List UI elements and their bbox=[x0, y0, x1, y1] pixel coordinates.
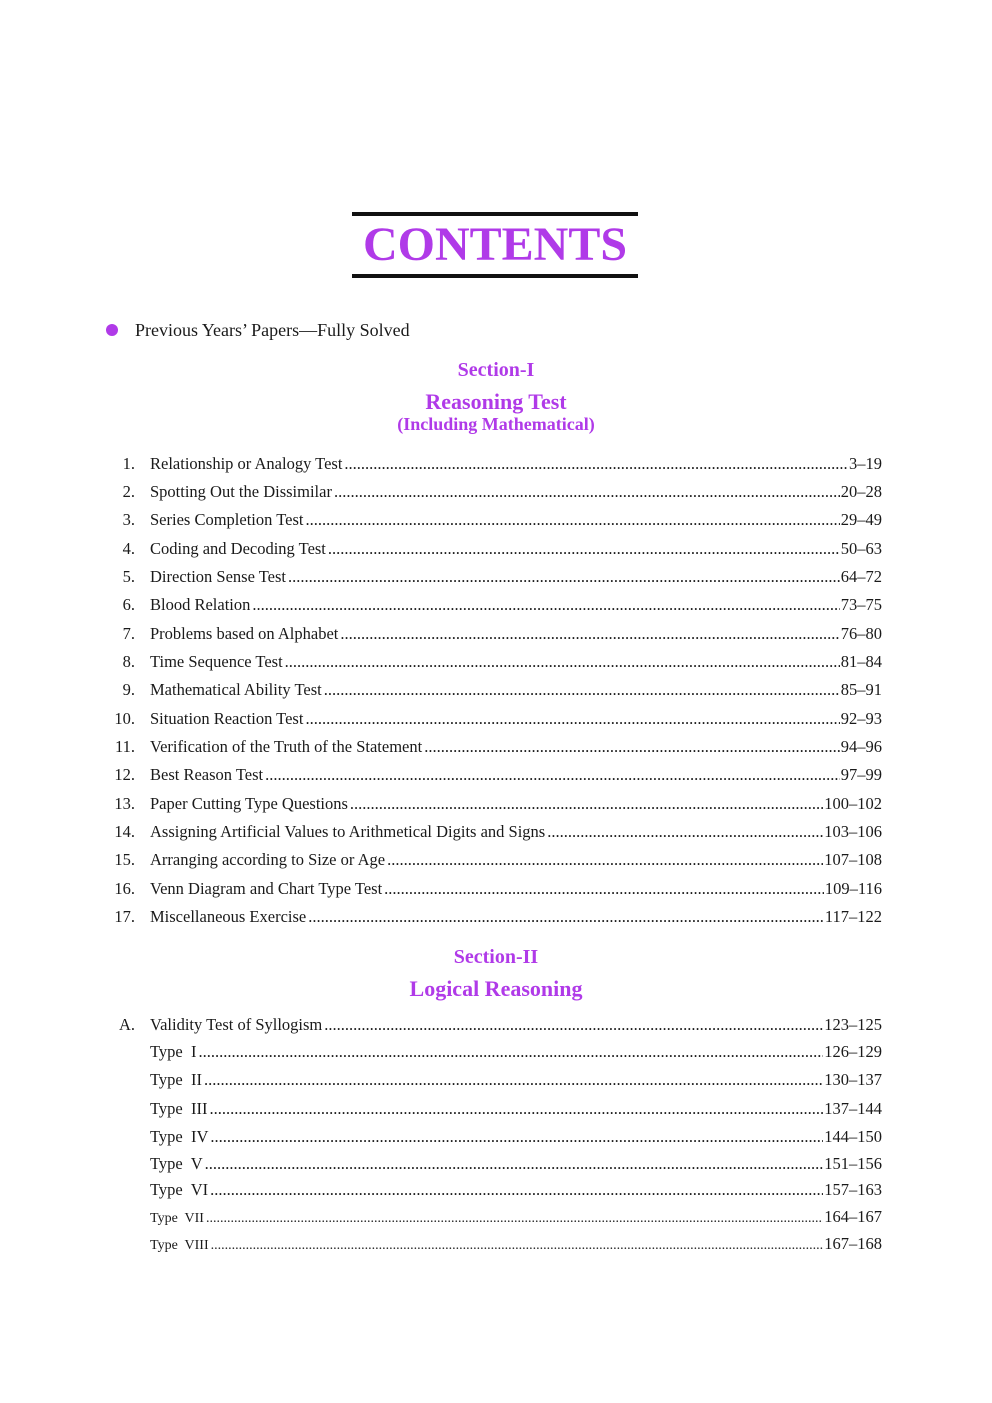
toc-entry-pages: 164–167 bbox=[824, 1207, 882, 1226]
dot-leader bbox=[209, 1098, 823, 1120]
contents-title-block bbox=[352, 212, 638, 278]
toc-entry-label: Assigning Artificial Values to Arithmetical Digits and Signs bbox=[150, 822, 546, 841]
toc-entry-label: Validity Test of Syllogism bbox=[150, 1015, 323, 1034]
toc-entry-number: 5. bbox=[122, 567, 135, 586]
toc-entry-label: Best Reason Test bbox=[150, 765, 264, 784]
dot-leader bbox=[204, 1069, 823, 1091]
toc-entry-number: 17. bbox=[114, 907, 135, 926]
toc-entry-label: Type VII bbox=[150, 1211, 204, 1226]
toc-entry-number: 3. bbox=[122, 510, 135, 529]
toc-entry[interactable] bbox=[0, 849, 992, 871]
toc-entry-pages: 103–106 bbox=[824, 822, 882, 841]
toc-entry[interactable] bbox=[0, 793, 992, 815]
toc-entry[interactable] bbox=[0, 509, 992, 531]
toc-entry-pages: 151–156 bbox=[824, 1154, 882, 1173]
toc-entry[interactable] bbox=[0, 1041, 992, 1063]
toc-entry-pages: 92–93 bbox=[840, 709, 882, 728]
toc-entry-pages: 109–116 bbox=[824, 879, 882, 898]
dot-leader bbox=[288, 566, 840, 588]
toc-entry-number: 1. bbox=[122, 454, 135, 473]
toc-entry-label: Type IV bbox=[150, 1127, 209, 1146]
toc-entry-pages: 107–108 bbox=[824, 850, 882, 869]
toc-entry[interactable] bbox=[0, 821, 992, 843]
toc-entry-number: 7. bbox=[122, 624, 135, 643]
toc-entry[interactable] bbox=[0, 764, 992, 786]
section1-label: Section-I bbox=[457, 359, 535, 381]
toc-entry-label: Situation Reaction Test bbox=[150, 709, 304, 728]
toc-entry[interactable] bbox=[0, 1153, 992, 1175]
dot-leader bbox=[328, 538, 840, 560]
toc-entry-label: Time Sequence Test bbox=[150, 652, 283, 671]
intro-bullet-line bbox=[106, 318, 410, 342]
toc-entry-pages: 29–49 bbox=[840, 510, 882, 529]
toc-entry-label: Arranging according to Size or Age bbox=[150, 850, 386, 869]
dot-leader bbox=[384, 878, 824, 900]
toc-entry-label: Type III bbox=[150, 1099, 208, 1118]
toc-entry-number: 14. bbox=[114, 822, 135, 841]
toc-entry[interactable] bbox=[0, 1179, 992, 1201]
toc-entry-label: Verification of the Truth of the Statement bbox=[150, 737, 423, 756]
toc-entry-pages: 81–84 bbox=[840, 652, 882, 671]
dot-leader bbox=[424, 736, 840, 758]
toc-entry-number: 16. bbox=[114, 879, 135, 898]
toc-entry-label: Type II bbox=[150, 1070, 202, 1089]
toc-entry-number: 11. bbox=[114, 737, 135, 756]
toc-entry-label: Miscellaneous Exercise bbox=[150, 907, 307, 926]
toc-entry[interactable] bbox=[0, 1126, 992, 1148]
toc-entry-number: A. bbox=[118, 1015, 135, 1034]
dot-leader bbox=[210, 1179, 823, 1201]
dot-leader bbox=[344, 453, 848, 475]
toc-entry-label: Type VI bbox=[150, 1180, 209, 1199]
dot-leader bbox=[252, 594, 839, 616]
toc-entry-label: Direction Sense Test bbox=[150, 567, 287, 586]
dot-leader bbox=[308, 906, 824, 928]
toc-entry[interactable] bbox=[0, 708, 992, 730]
dot-leader bbox=[211, 1235, 824, 1257]
dot-leader bbox=[305, 708, 839, 730]
dot-leader bbox=[387, 849, 823, 871]
dot-leader bbox=[324, 1014, 823, 1036]
dot-leader bbox=[340, 623, 839, 645]
toc-entry[interactable] bbox=[0, 1014, 992, 1036]
bullet-dot-icon bbox=[106, 324, 118, 336]
toc-entry[interactable] bbox=[0, 481, 992, 503]
section1-title: Reasoning Test bbox=[425, 389, 567, 414]
toc-entry[interactable] bbox=[0, 1206, 992, 1228]
dot-leader bbox=[324, 679, 840, 701]
toc-entry-number: 4. bbox=[122, 539, 135, 558]
toc-entry-pages: 3–19 bbox=[849, 454, 882, 473]
intro-text: Previous Years’ Papers—Fully Solved bbox=[135, 319, 410, 340]
toc-entry[interactable] bbox=[0, 1098, 992, 1120]
toc-entry-label: Relationship or Analogy Test bbox=[150, 454, 343, 473]
toc-entry-number: 13. bbox=[114, 794, 135, 813]
toc-entry[interactable] bbox=[0, 906, 992, 928]
toc-entry[interactable] bbox=[0, 453, 992, 475]
toc-entry-pages: 123–125 bbox=[824, 1015, 882, 1034]
toc-entry-pages: 20–28 bbox=[840, 482, 882, 501]
dot-leader bbox=[205, 1153, 824, 1175]
toc-entry-number: 10. bbox=[114, 709, 135, 728]
section2-title: Logical Reasoning bbox=[409, 976, 583, 1001]
toc-entry[interactable] bbox=[0, 878, 992, 900]
toc-entry-pages: 73–75 bbox=[840, 595, 882, 614]
toc-entry-number: 2. bbox=[122, 482, 135, 501]
toc-entry-label: Spotting Out the Dissimilar bbox=[150, 482, 332, 501]
dot-leader bbox=[285, 651, 840, 673]
toc-entry-label: Blood Relation bbox=[150, 595, 251, 614]
dot-leader bbox=[305, 509, 839, 531]
toc-entry-label: Problems based on Alphabet bbox=[150, 624, 339, 643]
toc-entry-pages: 85–91 bbox=[840, 680, 882, 699]
toc-entry-label: Mathematical Ability Test bbox=[150, 680, 322, 699]
dot-leader bbox=[206, 1208, 823, 1230]
toc-entry[interactable] bbox=[0, 594, 992, 616]
toc-entry-label: Coding and Decoding Test bbox=[150, 539, 326, 558]
toc-entry-pages: 97–99 bbox=[840, 765, 882, 784]
toc-entry-pages: 144–150 bbox=[824, 1127, 882, 1146]
toc-entry-number: 15. bbox=[114, 850, 135, 869]
toc-entry-pages: 157–163 bbox=[824, 1180, 882, 1199]
section1-subtitle: (Including Mathematical) bbox=[397, 414, 595, 434]
toc-entry-number: 12. bbox=[114, 765, 135, 784]
toc-entry[interactable] bbox=[0, 679, 992, 701]
toc-entry-pages: 94–96 bbox=[840, 737, 882, 756]
toc-entry[interactable] bbox=[0, 651, 992, 673]
toc-entry-number: 9. bbox=[122, 680, 135, 699]
toc-entry-label: Type I bbox=[150, 1042, 197, 1061]
toc-entry[interactable] bbox=[0, 1069, 992, 1091]
section2-label: Section-II bbox=[453, 946, 539, 968]
toc-entry-pages: 167–168 bbox=[824, 1234, 882, 1253]
dot-leader bbox=[199, 1041, 824, 1063]
toc-entry[interactable] bbox=[0, 1233, 992, 1255]
dot-leader bbox=[350, 793, 823, 815]
toc-entry-label: Type V bbox=[150, 1154, 203, 1173]
toc-entry[interactable] bbox=[0, 538, 992, 560]
toc-entry-label: Venn Diagram and Chart Type Test bbox=[150, 879, 383, 898]
toc-entry-pages: 50–63 bbox=[840, 539, 882, 558]
dot-leader bbox=[334, 481, 840, 503]
dot-leader bbox=[547, 821, 823, 843]
toc-entry[interactable] bbox=[0, 566, 992, 588]
toc-entry-pages: 130–137 bbox=[824, 1070, 882, 1089]
toc-entry[interactable] bbox=[0, 736, 992, 758]
toc-entry-label: Series Completion Test bbox=[150, 510, 304, 529]
toc-entry-pages: 126–129 bbox=[824, 1042, 882, 1061]
toc-entry-pages: 64–72 bbox=[840, 567, 882, 586]
toc-entry-pages: 117–122 bbox=[824, 907, 882, 926]
dot-leader bbox=[265, 764, 840, 786]
toc-entry-label: Type VIII bbox=[150, 1238, 209, 1253]
toc-entry-pages: 137–144 bbox=[824, 1099, 882, 1118]
toc-entry-pages: 100–102 bbox=[824, 794, 882, 813]
toc-entry-number: 8. bbox=[122, 652, 135, 671]
page-title: CONTENTS bbox=[362, 218, 628, 271]
dot-leader bbox=[210, 1126, 823, 1148]
toc-entry[interactable] bbox=[0, 623, 992, 645]
toc-entry-label: Paper Cutting Type Questions bbox=[150, 794, 348, 813]
toc-entry-number: 6. bbox=[122, 595, 135, 614]
toc-entry-pages: 76–80 bbox=[840, 624, 882, 643]
